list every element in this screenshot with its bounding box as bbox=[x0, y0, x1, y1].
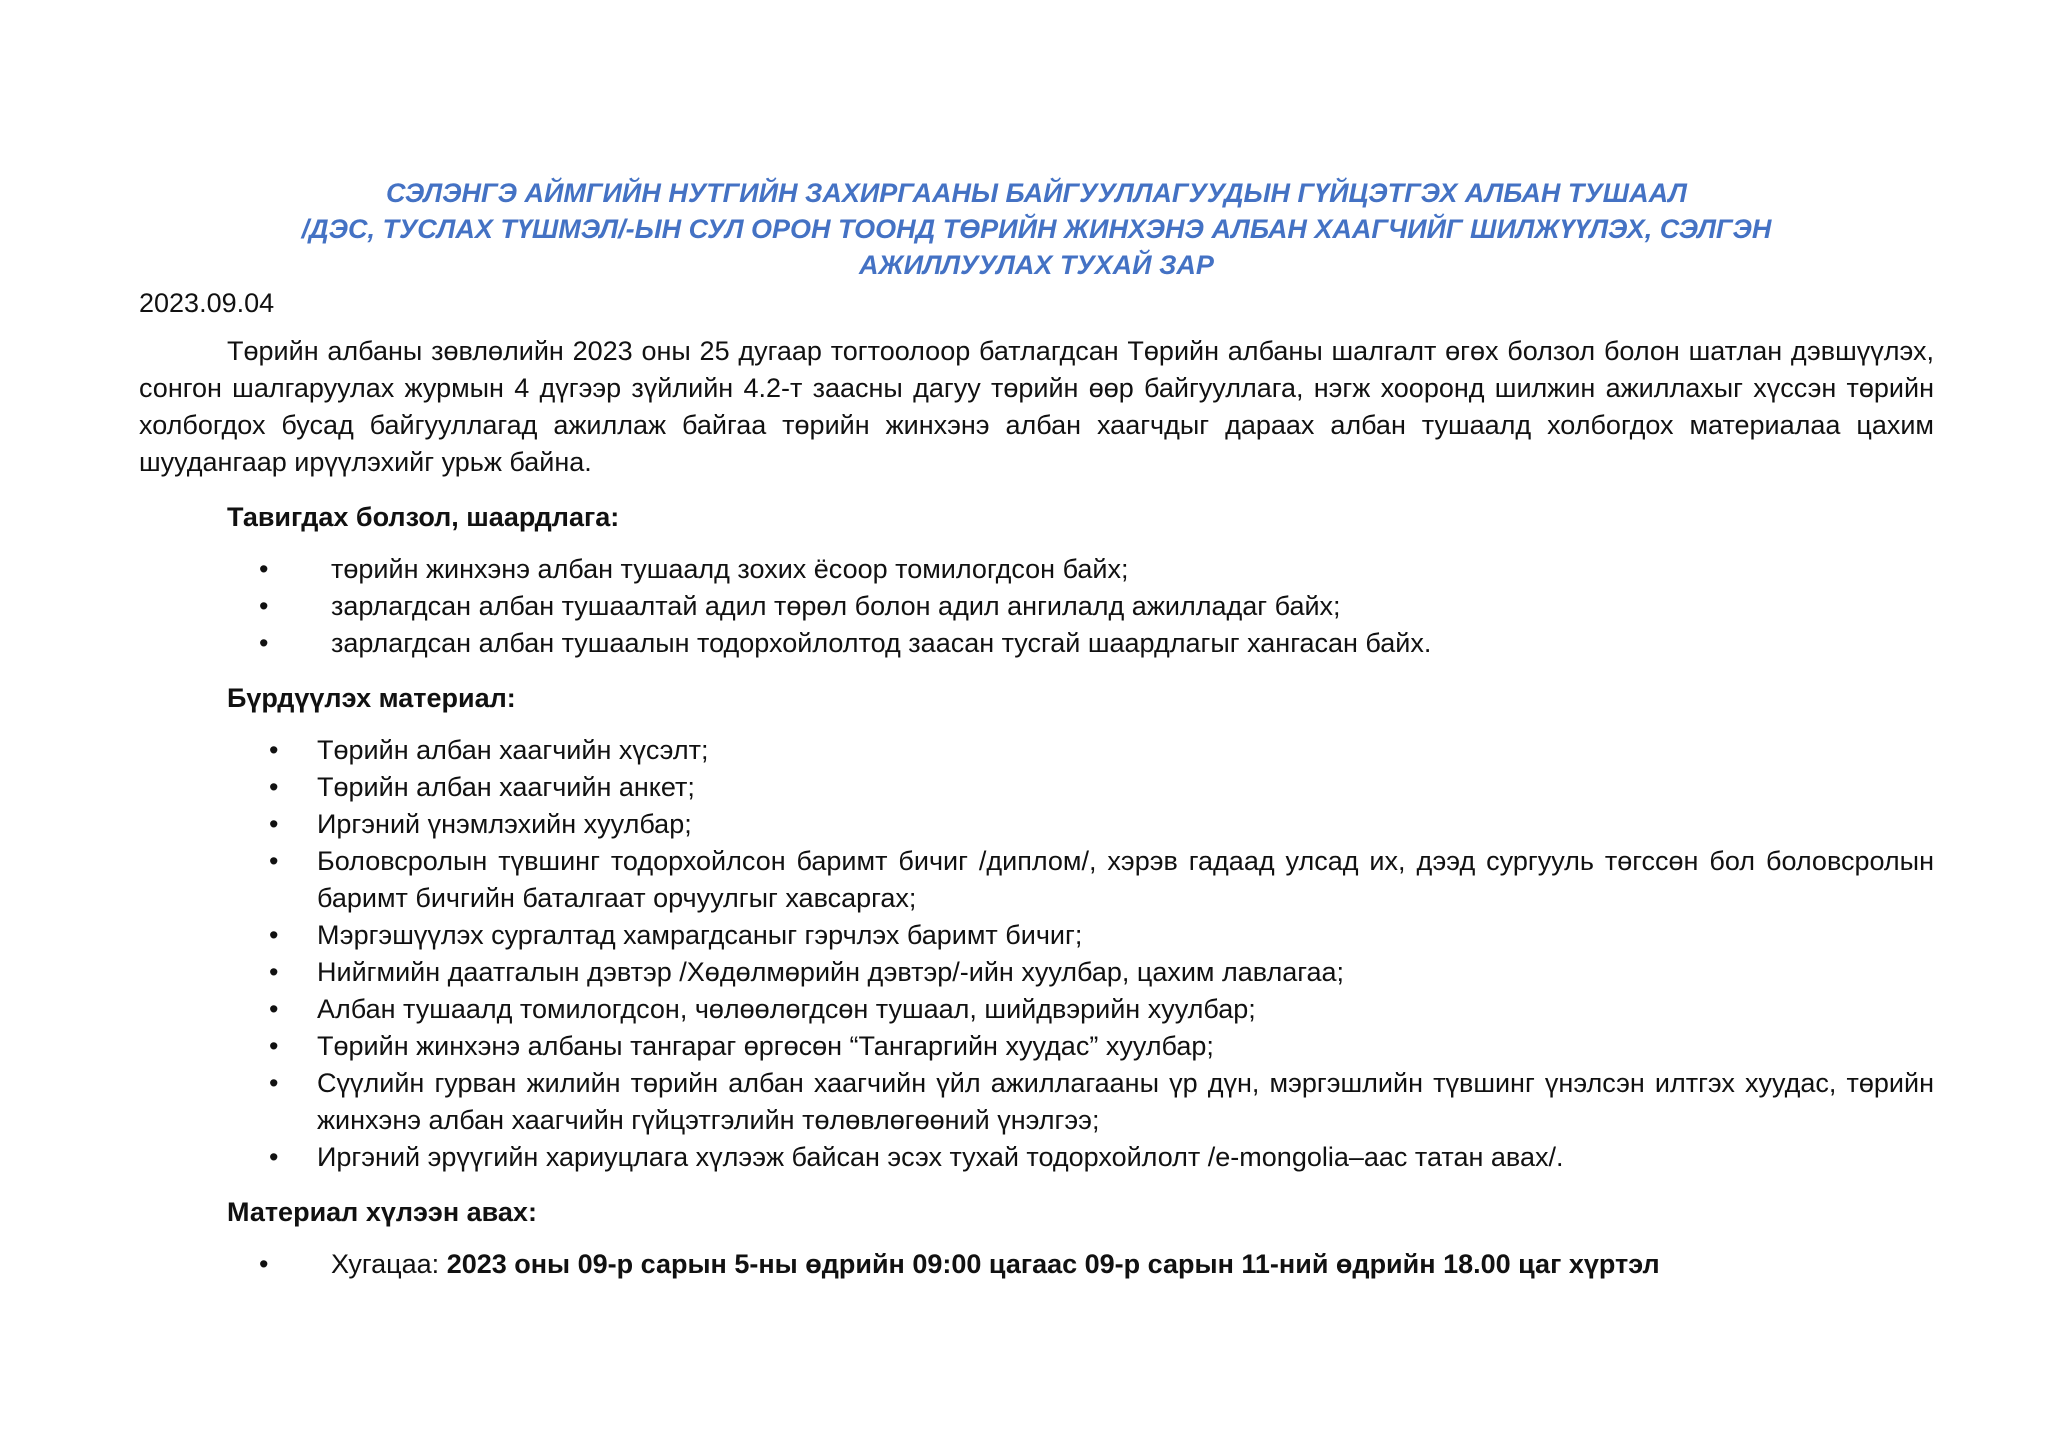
bullet-icon: • bbox=[269, 1068, 279, 1098]
bullet-icon: • bbox=[269, 772, 279, 802]
list-item bbox=[139, 1139, 1934, 1176]
list-item-text: Албан тушаалд томилогдсон, чөлөөлөгдсөн тушаал, шийдвэрийн хуулбар; bbox=[317, 994, 1256, 1024]
bullet-icon: • bbox=[269, 735, 279, 765]
submission-heading: Материал хүлээн авах: bbox=[227, 1197, 537, 1227]
bullet-icon: • bbox=[259, 628, 269, 658]
bullet-icon: • bbox=[259, 591, 269, 621]
list-item-text: зарлагдсан албан тушаалтай адил төрөл болон адил ангилалд ажилладаг байх; bbox=[331, 591, 1341, 621]
bullet-icon: • bbox=[269, 1142, 279, 1172]
document-title bbox=[139, 175, 1934, 283]
list-item bbox=[139, 991, 1934, 1028]
bullet-icon: • bbox=[259, 1249, 269, 1279]
list-item-text: Боловсролын түвшинг тодорхойлсон баримт бичиг /диплом/, хэрэв гадаад улсад их, дээд сургууль төгссөн бол боловсролын баримт бичгийн баталгаат орчуулгыг хавсаргах; bbox=[317, 846, 1934, 913]
list-item-text: төрийн жинхэнэ албан тушаалд зохих ёсоор томилогдсон байх; bbox=[331, 554, 1129, 584]
list-item bbox=[139, 917, 1934, 954]
bullet-icon: • bbox=[269, 1031, 279, 1061]
bullet-icon: • bbox=[269, 846, 279, 876]
title-line: СЭЛЭНГЭ АЙМГИЙН НУТГИЙН ЗАХИРГААНЫ БАЙГУУЛЛАГУУДЫН ГҮЙЦЭТГЭХ АЛБАН ТУШААЛ bbox=[386, 178, 1687, 208]
requirements-heading: Тавигдах болзол, шаардлага: bbox=[227, 502, 620, 532]
deadline-label: Хугацаа: bbox=[331, 1249, 447, 1279]
list-item bbox=[139, 954, 1934, 991]
list-item-text: Мэргэшүүлэх сургалтад хамрагдсаныг гэрчлэх баримт бичиг; bbox=[317, 920, 1083, 950]
materials-list bbox=[139, 732, 1934, 1176]
list-item-text: Иргэний үнэмлэхийн хуулбар; bbox=[317, 809, 692, 839]
list-item-text: Нийгмийн даатгалын дэвтэр /Хөдөлмөрийн дэвтэр/-ийн хуулбар, цахим лавлагаа; bbox=[317, 957, 1345, 987]
list-item bbox=[139, 732, 1934, 769]
bullet-icon: • bbox=[259, 554, 269, 584]
requirements-list bbox=[139, 551, 1934, 662]
list-item bbox=[139, 769, 1934, 806]
list-item bbox=[139, 806, 1934, 843]
intro-paragraph: Төрийн албаны зөвлөлийн 2023 оны 25 дугаар тогтоолоор батлагдсан Төрийн албаны шалгалт өгөх болзол болон шатлан дэвшүүлэх, сонгон шалгаруулах журмын 4 дүгээр зүйлийн 4.2-т заасны дагуу төрийн өөр байгууллага, нэгж хооронд шилжин ажиллахыг хүссэн төрийн холбогдох бусад байгууллагад ажиллаж байгаа төрийн жинхэнэ албан хаагчдыг дараах албан тушаалд холбогдох материалаа цахим шуудангаар ирүүлэхийг урьж байна. bbox=[139, 336, 1934, 477]
list-item bbox=[139, 1028, 1934, 1065]
list-item-text: Төрийн жинхэнэ албаны тангараг өргөсөн “Тангаргийн хуудас” хуулбар; bbox=[317, 1031, 1214, 1061]
submission-list bbox=[139, 1246, 1934, 1283]
document-date: 2023.09.04 bbox=[139, 288, 275, 318]
list-item-text: Төрийн албан хаагчийн хүсэлт; bbox=[317, 735, 709, 765]
bullet-icon: • bbox=[269, 994, 279, 1024]
list-item bbox=[139, 625, 1934, 662]
title-line: АЖИЛЛУУЛАХ ТУХАЙ ЗАР bbox=[859, 250, 1214, 280]
bullet-icon: • bbox=[269, 920, 279, 950]
list-item-text: Иргэний эрүүгийн хариуцлага хүлээж байсан эсэх тухай тодорхойлолт /e-mongolia–аас татан авах/. bbox=[317, 1142, 1564, 1172]
list-item bbox=[139, 843, 1934, 917]
materials-heading: Бүрдүүлэх материал: bbox=[227, 683, 516, 713]
list-item bbox=[139, 1246, 1934, 1283]
bullet-icon: • bbox=[269, 957, 279, 987]
list-item bbox=[139, 1065, 1934, 1139]
title-line: /ДЭС, ТУСЛАХ ТҮШМЭЛ/-ЫН СУЛ ОРОН ТООНД ТӨРИЙН ЖИНХЭНЭ АЛБАН ХААГЧИЙГ ШИЛЖҮҮЛЭХ, СЭЛГЭН bbox=[301, 214, 1772, 244]
list-item-text: Сүүлийн гурван жилийн төрийн албан хаагчийн үйл ажиллагааны үр дүн, мэргэшлийн түвшинг үнэлсэн илтгэх хуудас, төрийн жинхэнэ албан хаагчийн гүйцэтгэлийн төлөвлөгөөний үнэлгээ; bbox=[317, 1068, 1934, 1135]
deadline-value: 2023 оны 09-р сарын 5-ны өдрийн 09:00 цагаас 09-р сарын 11-ний өдрийн 18.00 цаг хүртэл bbox=[446, 1249, 1660, 1279]
list-item-text: зарлагдсан албан тушаалын тодорхойлолтод заасан тусгай шаардлагыг хангасан байх. bbox=[331, 628, 1432, 658]
bullet-icon: • bbox=[269, 809, 279, 839]
list-item bbox=[139, 551, 1934, 588]
document-page bbox=[139, 175, 1934, 1301]
list-item-text: Төрийн албан хаагчийн анкет; bbox=[317, 772, 695, 802]
list-item bbox=[139, 588, 1934, 625]
